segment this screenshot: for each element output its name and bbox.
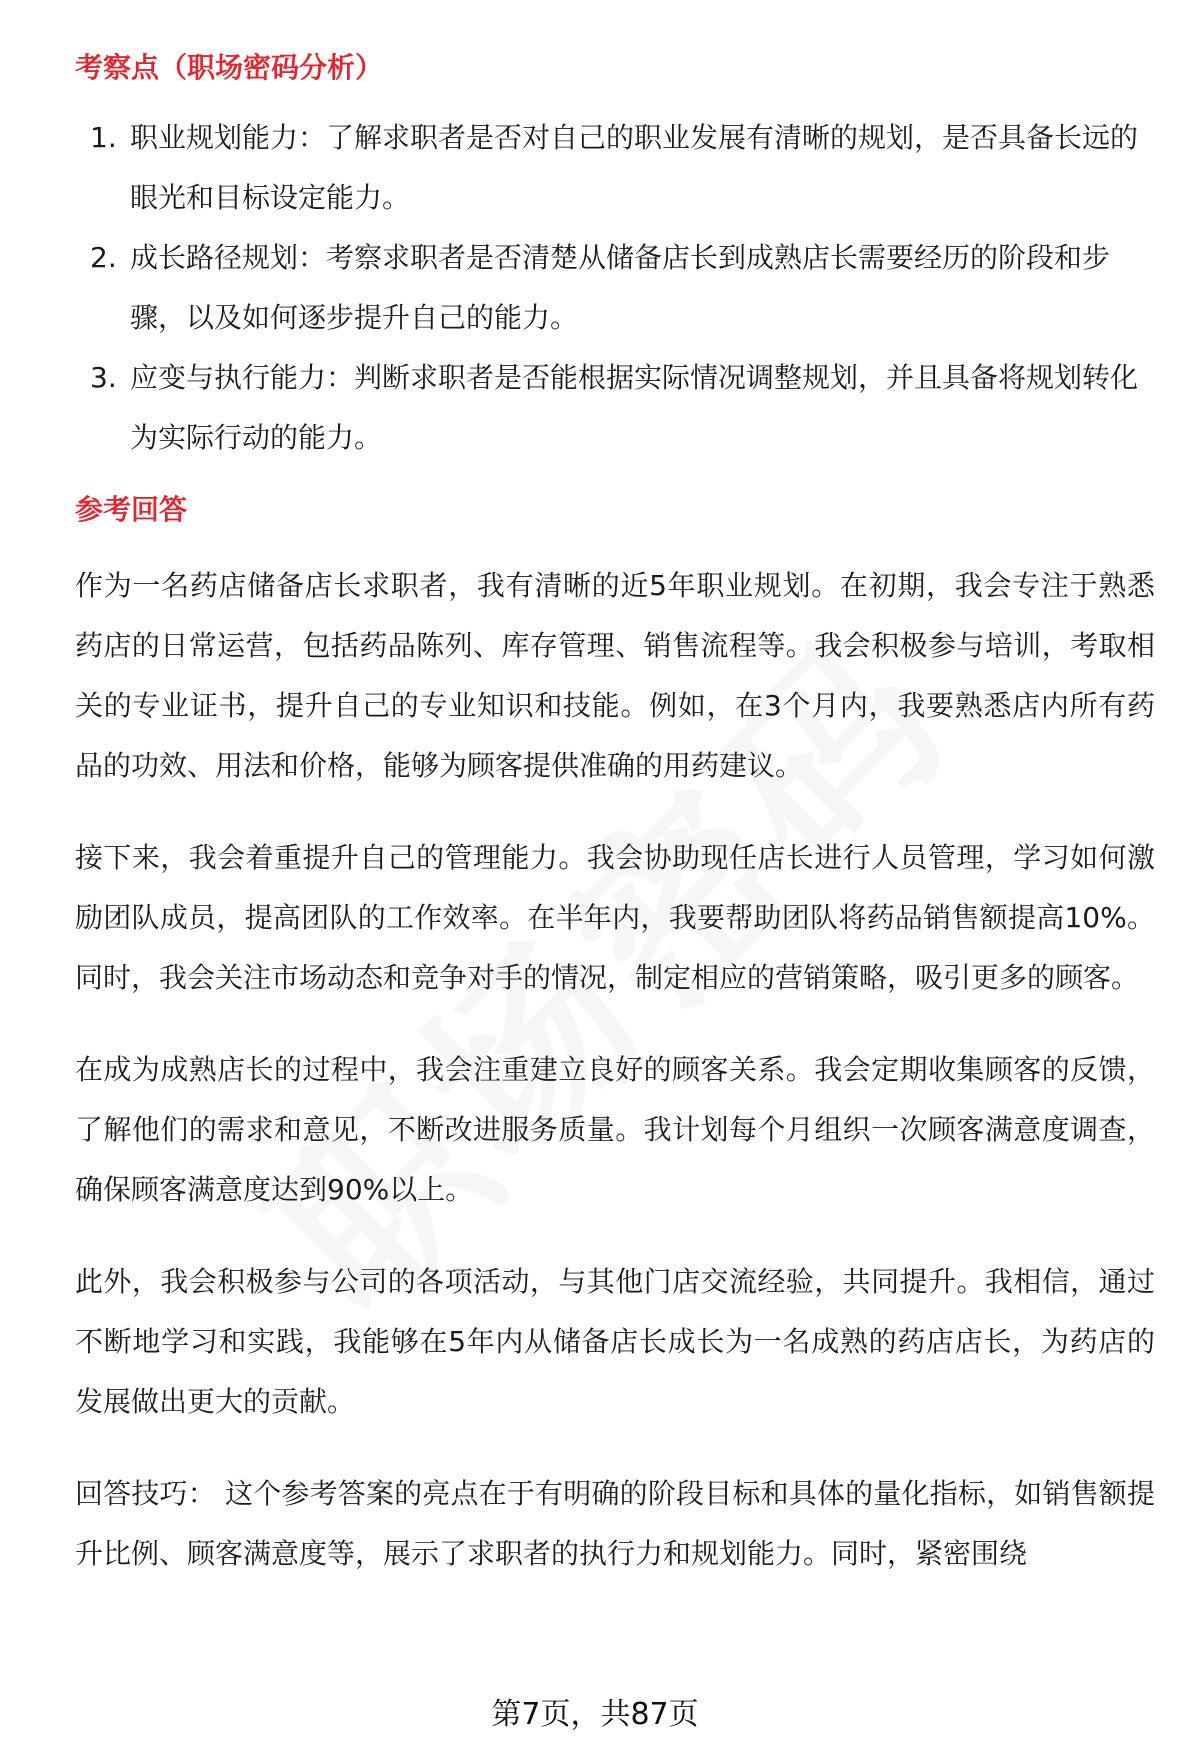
answer-paragraph: 此外，我会积极参与公司的各项活动，与其他门店交流经验，共同提升。我相信，通过不断地学习和实践，我能够在5年内从储备店长成长为一名成熟的药店店长，为药店的发展做出更大的贡献。: [75, 1265, 1155, 1418]
document-content: [75, 48, 1155, 1616]
points-list: [75, 108, 1155, 468]
list-item-text: 职业规划能力：了解求职者是否对自己的职业发展有清晰的规划，是否具备长远的眼光和目标设定能力。: [130, 121, 1139, 214]
answer-paragraph: 在成为成熟店长的过程中，我会注重建立良好的顾客关系。我会定期收集顾客的反馈，了解他们的需求和意见，不断改进服务质量。我计划每个月组织一次顾客满意度调查，确保顾客满意度达到90%以上。: [75, 1053, 1155, 1206]
page-number: 第7页，共87页: [491, 1697, 699, 1732]
answer-paragraph: 作为一名药店储备店长求职者，我有清晰的近5年职业规划。在初期，我会专注于熟悉药店的日常运营，包括药品陈列、库存管理、销售流程等。我会积极参与培训，考取相关的专业证书，提升自己的专业知识和技能。例如，在3个月内，我要熟悉店内所有药品的功效、用法和价格，能够为顾客提供准确的用药建议。: [75, 569, 1155, 782]
list-item-number: 3.: [90, 361, 117, 394]
list-item: [75, 108, 1155, 228]
list-item-text: 应变与执行能力：判断求职者是否能根据实际情况调整规划，并且具备将规划转化为实际行动的能力。: [130, 361, 1139, 454]
answer-paragraph: 接下来，我会着重提升自己的管理能力。我会协助现任店长进行人员管理，学习如何激励团队成员，提高团队的工作效率。在半年内，我要帮助团队将药品销售额提高10%。同时，我会关注市场动态和竞争对手的情况，制定相应的营销策略，吸引更多的顾客。: [75, 841, 1155, 994]
list-item-text: 成长路径规划：考察求职者是否清楚从储备店长到成熟店长需要经历的阶段和步骤，以及如何逐步提升自己的能力。: [130, 241, 1111, 334]
list-item-number: 2.: [90, 241, 117, 274]
section-title-answer: 参考回答: [75, 493, 188, 526]
answer-tips-paragraph: 回答技巧： 这个参考答案的亮点在于有明确的阶段目标和具体的量化指标，如销售额提升比例、顾客满意度等，展示了求职者的执行力和规划能力。同时，紧密围绕: [75, 1477, 1155, 1570]
section-title-points: 考察点（职场密码分析）: [75, 51, 384, 84]
list-item: [75, 348, 1155, 468]
list-item-number: 1.: [90, 121, 117, 154]
list-item: [75, 228, 1155, 348]
